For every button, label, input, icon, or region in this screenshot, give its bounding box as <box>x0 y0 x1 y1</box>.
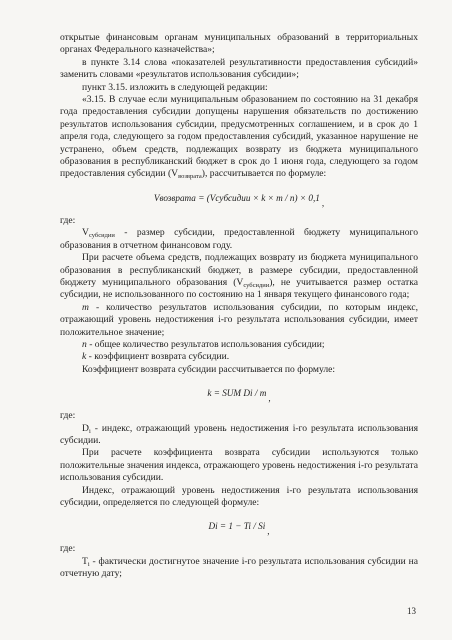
formula-return-volume: Vвозврата = (Vсубсидии × k × m / n) × 0,1 , <box>153 192 325 208</box>
definition-m: m - количество результатов использования субсидии, по которым индекс, отражающий уровень недостижения i-го результата использования субсидии, имеет положительное значение; <box>60 301 418 338</box>
definition-k: k - коэффициент возврата субсидии. <box>82 351 230 363</box>
paragraph-positive-values: При расчете коэффициента возврата субсидии используются только положительные значения индекса, отражающего уровень недостижения i-го результата использования субсидии. <box>60 447 418 484</box>
paragraph-index: Индекс, отражающий уровень недостижения i-го результата использования субсидии, определяется по следующей формуле: <box>60 484 418 508</box>
paragraph-3-15-intro: пункт 3.15. изложить в следующей редакции: <box>82 81 268 93</box>
where-label-3: где: <box>60 543 76 555</box>
definition-di: $D_i$ - индекс, отражающий уровень недостижения i-го результата использования субсидии. <box>60 422 418 446</box>
formula-index: Di = 1 − Ti / Si , <box>208 521 270 537</box>
page-number: 13 <box>407 606 416 616</box>
where-label-1: где: <box>60 214 76 226</box>
definition-v-subsidy: $V_{субсидии}$ - размер субсидии, предоставленной бюджету муниципального образования в отчетном финансовом году. <box>60 227 418 251</box>
paragraph-coefficient: Коэффициент возврата субсидии рассчитывается по формуле: <box>82 363 336 375</box>
paragraph-continuation: открытые финансовым органам муниципальных образований в территориальных органах Федерального казначейства»; <box>60 32 418 56</box>
paragraph-calculation-note: При расчете объема средств, подлежащих возврату из бюджета муниципального образования в республиканский бюджет, в размере субсидии, предоставленной бюджету муниципального образования $(V_{субсидии})$, не учитывается размер остатка субсидии, не использованного по состоянию на 1 января текущего финансового года; <box>60 252 418 301</box>
document-page <box>60 32 418 581</box>
formula-coefficient: k = SUM Di / m , <box>207 388 271 404</box>
paragraph-3-15: «3.15. В случае если муниципальным образованием по состоянию на 31 декабря года предоставления субсидии допущены нарушения обязательств по достижению результатов использования субсидии, предусмотренных соглашением, и в срок до 1 апреля года, следующего за годом предоставления субсидий, указанное нарушение не устранено, объем средств, подлежащих возврату из бюджета муниципального образования в республиканский бюджет в срок до 1 июня года, следующего за годом предоставления субсидии $(V_{возврата})$, рассчитывается по формуле: <box>60 94 418 181</box>
where-label-2: где: <box>60 410 76 422</box>
paragraph-3-14: в пункте 3.14 слова «показателей результативности предоставления субсидий» заменить словами «результатов использования субсидии»; <box>60 56 418 81</box>
definition-ti: $T_i$ - фактически достигнутое значение i-го результата использования субсидии на отчетную дату; <box>60 555 418 580</box>
definition-n: n - общее количество результатов использования субсидии; <box>82 338 325 350</box>
